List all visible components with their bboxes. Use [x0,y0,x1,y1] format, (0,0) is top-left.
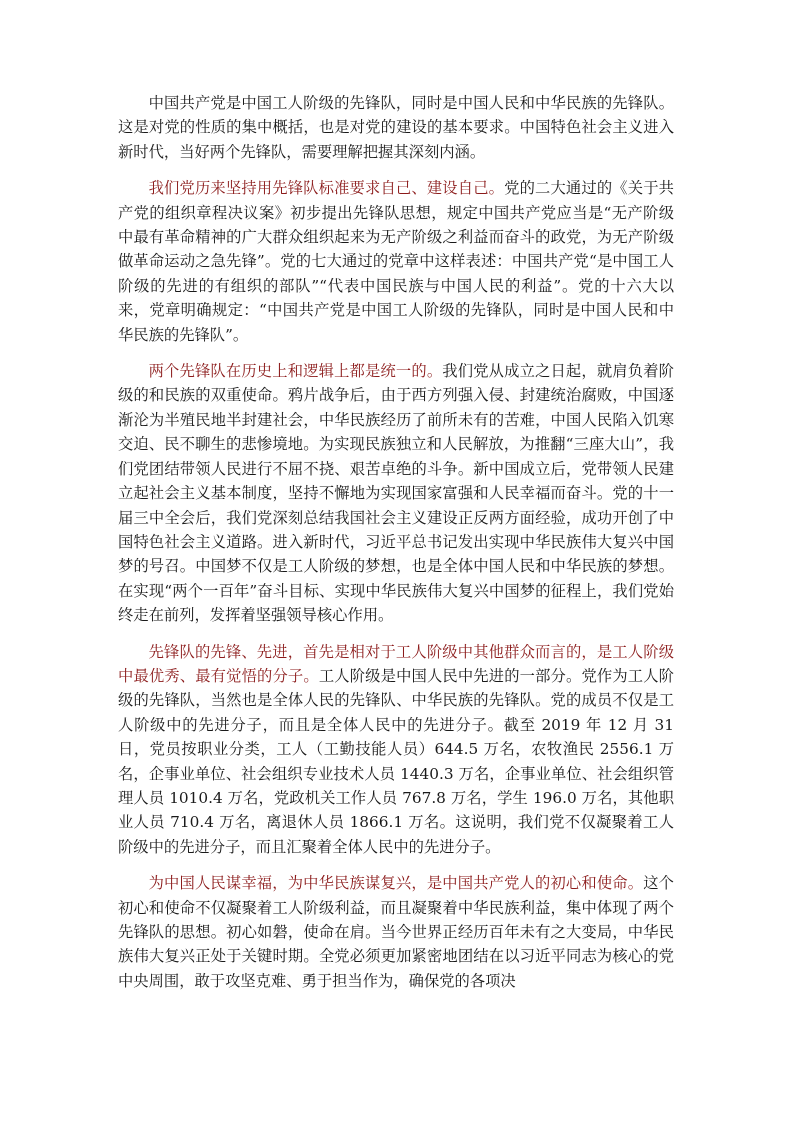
paragraph-2 [118,176,674,347]
paragraph-1 [118,91,674,164]
paragraph-3-key-sentence: 两个先锋队在历史上和逻辑上都是统一的。 [148,362,443,381]
paragraph-5-key-sentence: 为中国人民谋幸福，为中华民族谋复兴，是中国共产党人的初心和使命。 [148,874,644,893]
paragraph-5-text: 这个初心和使命不仅凝聚着工人阶级利益，而且凝聚着中华民族利益，集中体现了两个先锋队的思想。初心如磐，使命在肩。当今世界正经历百年未有之大变局，中华民族伟大复兴正处于关键时期。全党必须更加紧密地团结在以习近平同志为核心的党中央周围，敢于攻坚克难、勇于担当作为，确保党的各项决 [118,874,674,990]
paragraph-3 [118,359,674,627]
paragraph-4-key-sentence: 先锋队的先锋、先进，首先是相对于工人阶级中其他群众而言的，是工人阶级中最优秀、最有觉悟的分子。 [118,642,674,685]
paragraph-3-text: 我们党从成立之日起，就肩负着阶级的和民族的双重使命。鸦片战争后，由于西方列强入侵、封建统治腐败，中国逐渐沦为半殖民地半封建社会，中华民族经历了前所未有的苦难，中国人民陷入饥寒交迫、民不聊生的悲惨境地。为实现民族独立和人民解放，为推翻“三座大山”，我们党团结带领人民进行不屈不挠、艰苦卓绝的斗争。新中国成立后，党带领人民建立起社会主义基本制度，坚持不懈地为实现国家富强和人民幸福而奋斗。党的十一届三中全会后，我们党深刻总结我国社会主义建设正反两方面经验，成功开创了中国特色社会主义道路。进入新时代，习近平总书记发出实现中华民族伟大复兴中国梦的号召。中国梦不仅是工人阶级的梦想，也是全体中国人民和中华民族的梦想。在实现“两个一百年”奋斗目标、实现中华民族伟大复兴中国梦的征程上，我们党始终走在前列，发挥着坚强领导核心作用。 [118,362,674,625]
document-body [118,91,674,1005]
paragraph-4 [118,640,674,860]
paragraph-2-text: 党的二大通过的《关于共产党的组织章程决议案》初步提出先锋队思想，规定中国共产党应当是“无产阶级中最有革命精神的广大群众组织起来为无产阶级之利益而奋斗的政党，为无产阶级做革命运动之急先锋”。党的七大通过的党章中这样表述：中国共产党“是中国工人阶级的先进的有组织的部队”“代表中国民族与中国人民的利益”。党的十六大以来，党章明确规定：“中国共产党是中国工人阶级的先锋队，同时是中国人民和中华民族的先锋队”。 [118,179,674,344]
paragraph-1-text: 中国共产党是中国工人阶级的先锋队，同时是中国人民和中华民族的先锋队。这是对党的性质的集中概括，也是对党的建设的基本要求。中国特色社会主义进入新时代，当好两个先锋队，需要理解把握其深刻内涵。 [118,94,674,161]
paragraph-5 [118,871,674,993]
paragraph-2-key-sentence: 我们党历来坚持用先锋队标准要求自己、建设自己。 [148,179,505,198]
paragraph-4-text: 工人阶级是中国人民中先进的一部分。党作为工人阶级的先锋队，当然也是全体人民的先锋队、中华民族的先锋队。党的成员不仅是工人阶级中的先进分子，而且是全体人民中的先进分子。截至 2019 年 12 月 31 日，党员按职业分类，工人（工勤技能人员）644.5 万名，农牧渔民 2556.1 万名，企事业单位、社会组织专业技术人员 1440.3 万名，企事业单位、社会组织管理人员 1010.4 万名，党政机关工作人员 767.8 万名，学生 196.0 万名，其他职业人员 710.4 万名，离退休人员 1866.1 万名。这说明，我们党不仅凝聚着工人阶级中的先进分子，而且汇聚着全体人民中的先进分子。 [118,666,674,856]
